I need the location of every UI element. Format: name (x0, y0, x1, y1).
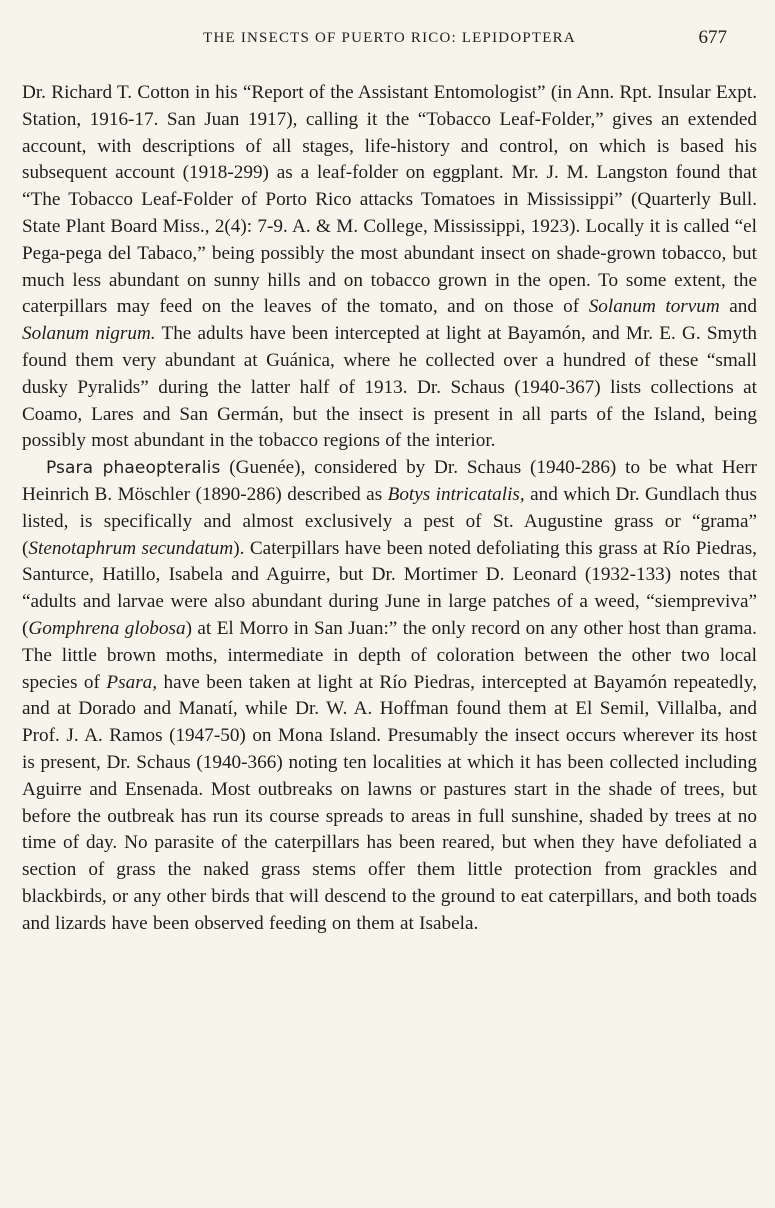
para2-italic-psara: Psara, (106, 671, 158, 693)
para2-italic-stenotaphrum: Stenotaphrum secundatum (28, 537, 234, 559)
para1-text-2: and (719, 296, 757, 318)
running-title: THE INSECTS OF PUERTO RICO: LEPIDOPTERA (203, 30, 576, 46)
paragraph-psara-phaeopteralis (22, 455, 757, 937)
para2-text-3: ). Caterpillars have been noted defoliating this grass at Río Piedras, Santurce, Hatillo, Isabela and Aguirre, but Dr. Mortimer D. Leonard (1932-133) notes that “adults and larvae were also abundant during June in large patches of a weed, “siempreviva” ( (22, 537, 757, 639)
paragraph-tobacco-leaf-folder (22, 80, 757, 455)
para2-text-2: and which Dr. Gundlach thus listed, is specifically and almost exclusively a pest of St. Augustine grass or “grama” ( (22, 483, 757, 559)
para1-italic-solanum-torvum: Solanum torvum (588, 296, 720, 318)
para2-text-5: have been taken at light at Río Piedras, intercepted at Bayamón repeatedly, and at Dorado and Manatí, while Dr. W. A. Hoffman found them at El Semil, Villalba, and Prof. J. A. Ramos (1947-50) on Mona Island. Presumably the insect occurs wherever its host is present, Dr. Schaus (1940-366) noting ten localities at which it has been collected including Aguirre and Ensenada. Most outbreaks on lawns or pastures start in the shade of trees, but before the outbreak has run its course spreads to areas in full sunshine, shaded by trees at no time of day. No parasite of the caterpillars has been reared, but when they have defoliated a section of grass the naked grass stems offer them little protection from grackles and blackbirds, or any other birds that will descend to the ground to eat caterpillars, and both toads and lizards have been observed feeding on them at Isabela. (22, 671, 757, 934)
para1-text-3: The adults have been intercepted at light at Bayamón, and Mr. E. G. Smyth found them very abundant at Guánica, where he collected over a hundred of these “small dusky Pyralids” during the latter half of 1913. Dr. Schaus (1940-367) lists collections at Coamo, Lares and San Germán, but the insect is present in all parts of the Island, being possibly most abundant in the tobacco regions of the interior. (22, 323, 757, 452)
para2-italic-gomphrena: Gomphrena globosa (28, 617, 186, 639)
para1-italic-solanum-nigrum: Solanum nigrum. (22, 323, 156, 345)
para2-text-1: (Guenée), considered by Dr. Schaus (1940-286) to be what Herr Heinrich B. Möschler (1890-286) described as (22, 457, 757, 505)
running-head (22, 18, 757, 58)
species-heading: Psara phaeopteralis (46, 458, 221, 479)
para2-italic-botys: Botys intricatalis, (387, 483, 525, 505)
body-text (22, 80, 757, 938)
para1-text-1: Dr. Richard T. Cotton in his “Report of the Assistant Entomologist” (in Ann. Rpt. Insular Expt. Station, 1916-17. San Juan 1917), calling it the “Tobacco Leaf-Folder,” gives an extended account, with descriptions of all stages, life-history and control, on which is based his subsequent account (1918-299) as a leaf-folder on eggplant. Mr. J. M. Langston found that “The Tobacco Leaf-Folder of Porto Rico attacks Tomatoes in Mississippi” (Quarterly Bull. State Plant Board Miss., 2(4): 7-9. A. & M. College, Mississippi, 1923). Locally it is called “el Pega-pega del Tabaco,” being possibly the most abundant insect on shade-grown tobacco, but much less abundant on sunny hills and on tobacco grown in the open. To some extent, the caterpillars may feed on the leaves of the tomato, and on those of (22, 82, 757, 318)
page-number: 677 (698, 27, 727, 48)
para2-text-4: ) at El Morro in San Juan:” the only record on any other host than grama. The little brown moths, intermediate in depth of coloration between the other two local species of (22, 617, 757, 693)
